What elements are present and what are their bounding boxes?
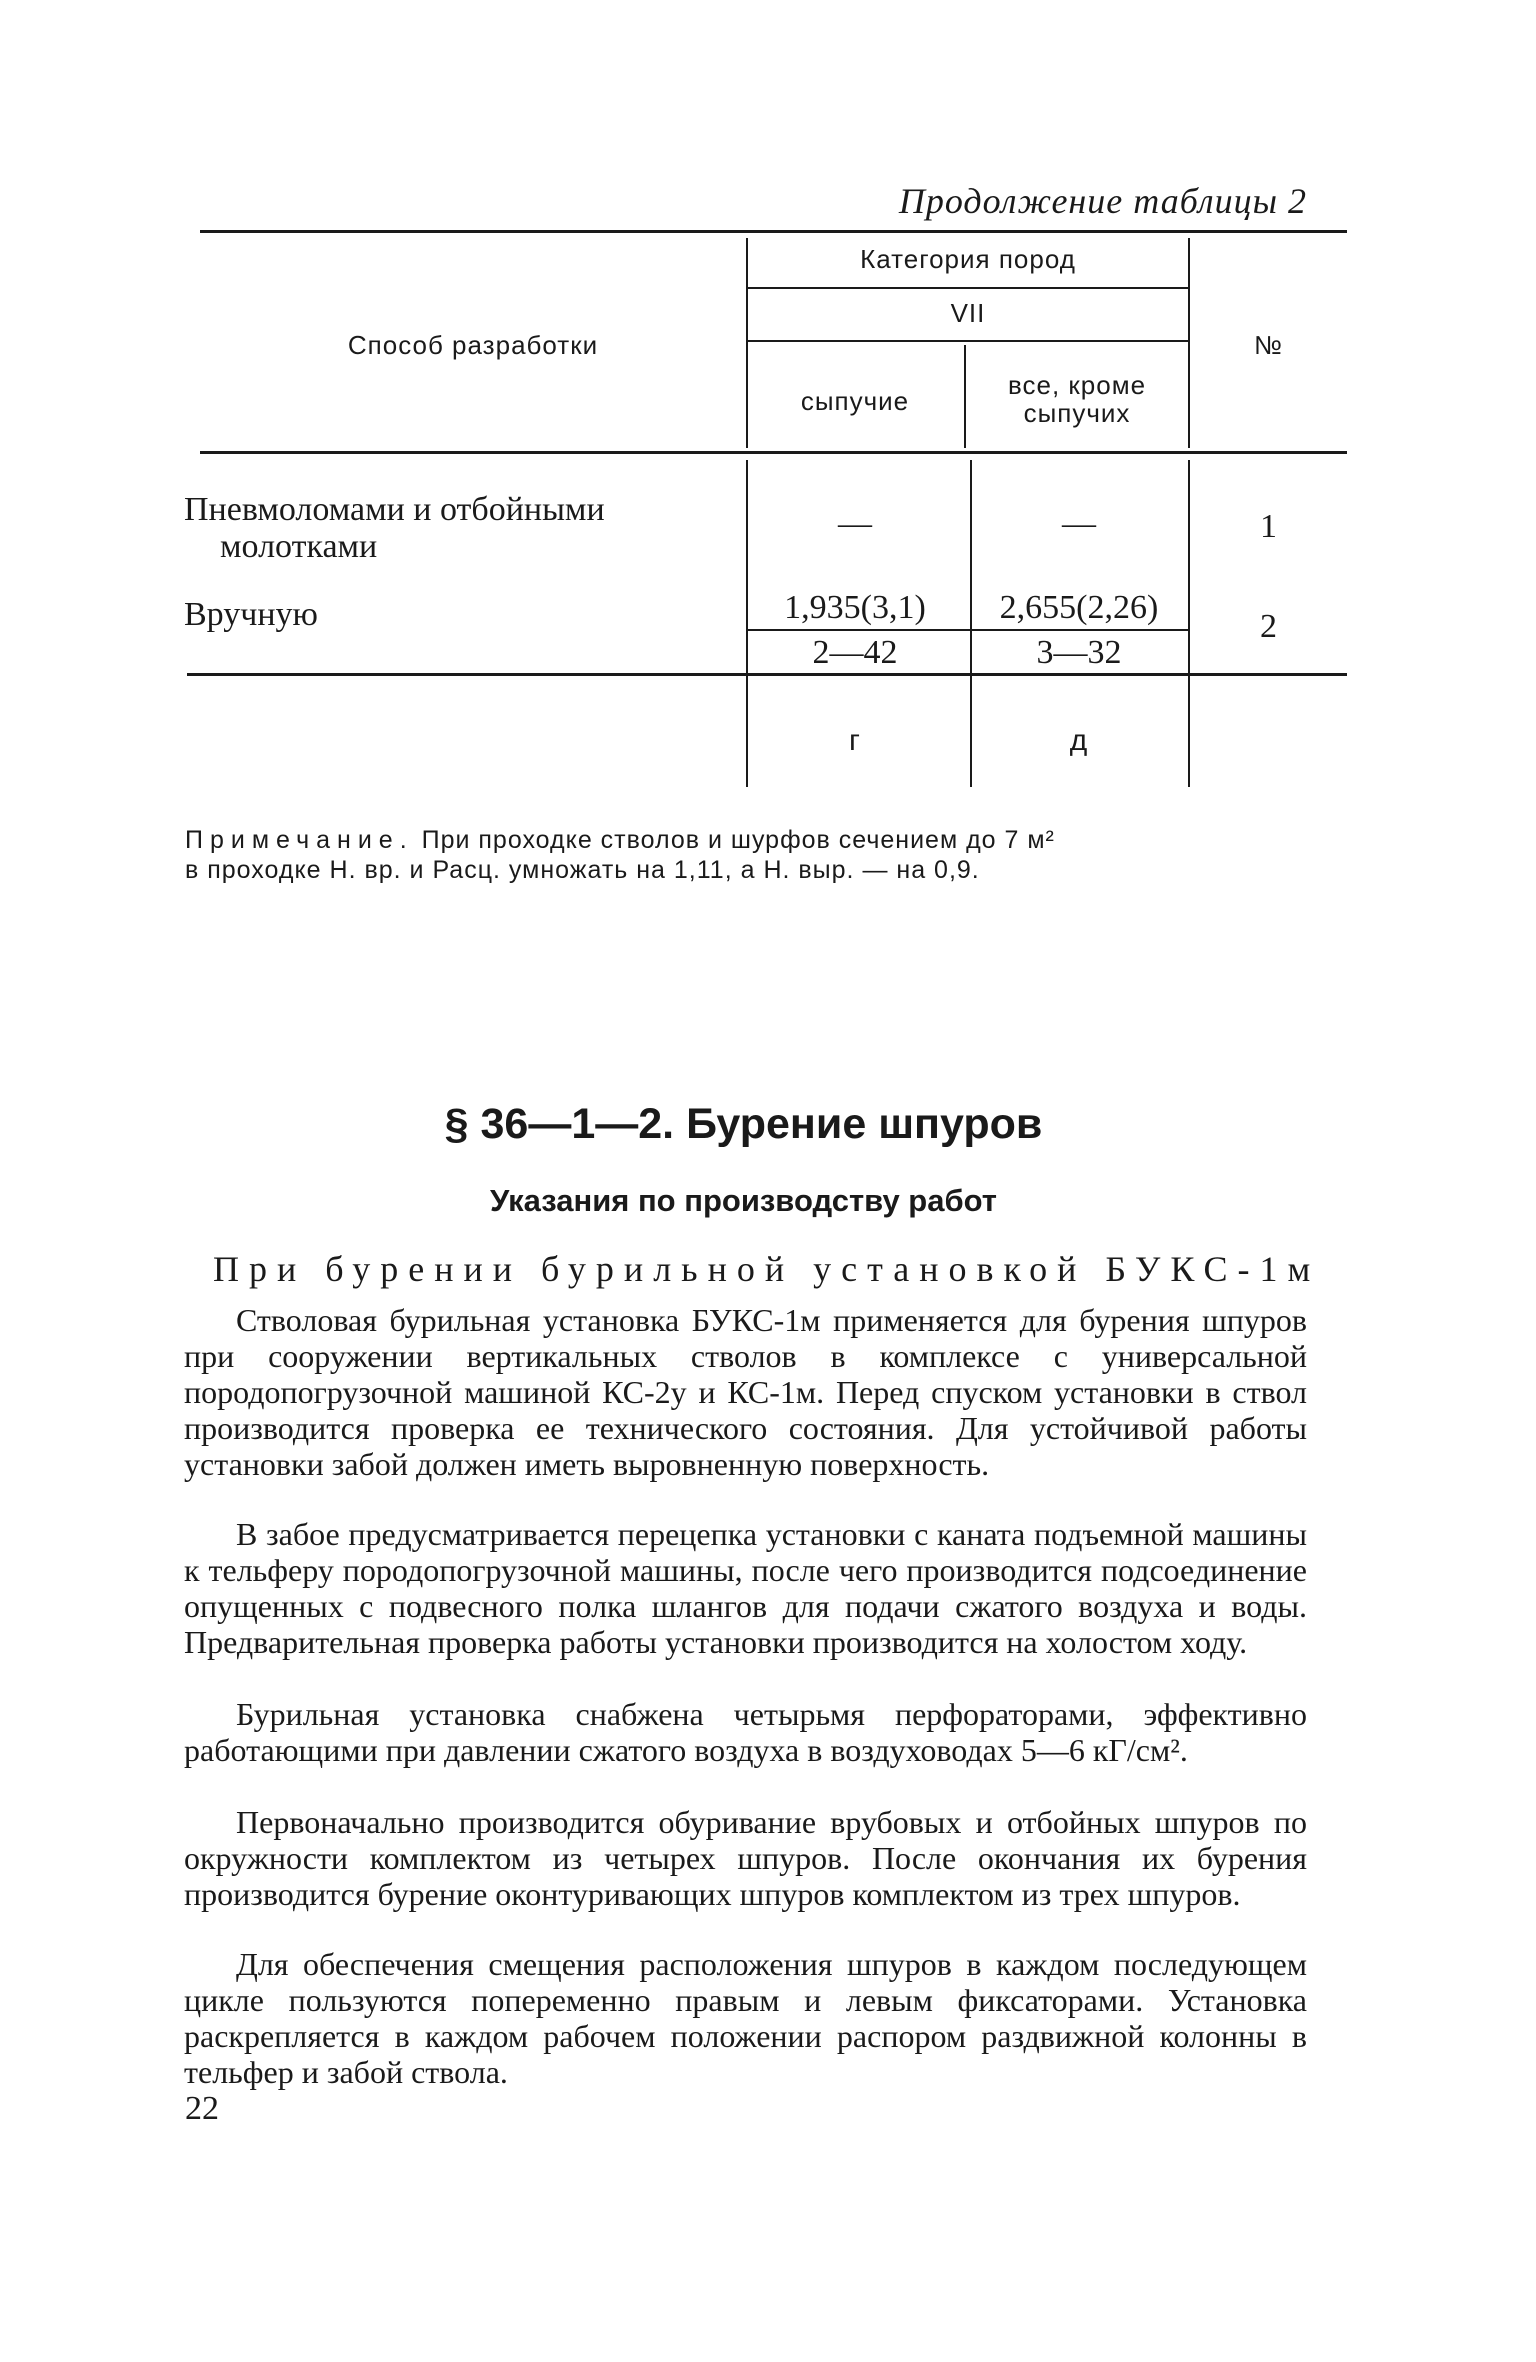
table-top-rule <box>200 230 1347 233</box>
row1-loose: — <box>838 505 872 542</box>
category-value-rule <box>746 340 1190 342</box>
row2-other-bottom: 3—32 <box>1036 634 1122 671</box>
paragraph-2: В забое предусматривается перецепка установки с каната подъемной машины к тельферу породопогрузочной машины, после чего производится подсоединение опущенных с подвесного полка шлангов для подачи сжатого воздуха и воды. Предварительная проверка работы установки производится на холостом ходу. <box>184 1516 1307 1660</box>
category-rule <box>746 287 1190 289</box>
paragraph-4: Первоначально производится обуривание врубовых и отбойных шпуров по окружности комплектом из четырех шпуров. После окончания их бурения производится бурение оконтуривающих шпуров комплектом из трех шпуров. <box>184 1804 1307 1912</box>
table-header-bottom-rule <box>200 451 1347 454</box>
header-category: Категория пород <box>860 244 1076 274</box>
page-number: 22 <box>185 2090 219 2127</box>
header-other-1: все, кроме <box>1007 370 1147 400</box>
row2-method: Вручную <box>184 596 318 633</box>
header-other-2: сыпучих <box>1023 398 1131 428</box>
row2-no: 2 <box>1260 608 1277 645</box>
row2-divider-rule <box>746 629 1190 631</box>
note-label: Примечание. <box>185 826 414 854</box>
row1-other: — <box>1062 505 1096 542</box>
table-continuation-title: Продолжение таблицы 2 <box>898 181 1307 221</box>
table-body-bottom-rule <box>187 673 1347 676</box>
paragraph-5: Для обеспечения смещения расположения шпуров в каждом последующем цикле пользуются попеременно правым и левым фиксаторами. Установка раскрепляется в каждом рабочем положении распором раздвижной колонны в тельфер и забой ствола. <box>184 1946 1307 2090</box>
paragraph-1: Стволовая бурильная установка БУКС-1м применяется для бурения шпуров при сооружении вертикальных стволов в комплексе с универсальной породопогрузочной машиной КС-2у и КС-1м. Перед спуском установки в ствол производится проверка ее технического состояния. Для устойчивой работы установки забой должен иметь выровненную поверхность. <box>184 1302 1307 1482</box>
section-title: § 36—1—2. Бурение шпуров <box>444 1100 1043 1148</box>
header-method: Способ разработки <box>347 330 599 360</box>
note-line1: При проходке стволов и шурфов сечением до 7 м² <box>413 826 1055 854</box>
spaced-heading: При бурении бурильной установкой БУКС-1м <box>213 1249 1321 1289</box>
header-category-value: VII <box>950 298 986 328</box>
footer-loose: г <box>849 724 861 757</box>
row2-loose-bottom: 2—42 <box>812 634 898 671</box>
row2-loose-top: 1,935(3,1) <box>784 589 926 626</box>
note-line2: в проходке Н. вр. и Расц. умножать на 1,11, а Н. выр. — на 0,9. <box>185 856 980 884</box>
row2-other-top: 2,655(2,26) <box>999 589 1159 626</box>
footer-other: д <box>1069 724 1089 757</box>
row1-no: 1 <box>1260 508 1277 545</box>
table-note <box>185 825 1307 885</box>
header-no: № <box>1254 330 1283 360</box>
row1-method-line2: молотками <box>220 528 378 565</box>
paragraph-3: Бурильная установка снабжена четырьмя перфораторами, эффективно работающими при давлении сжатого воздуха в воздуховодах 5—6 кГ/см². <box>184 1696 1307 1768</box>
subsection-title: Указания по производству работ <box>490 1183 997 1218</box>
row1-method-line1: Пневмоломами и отбойными <box>184 491 605 528</box>
header-loose: сыпучие <box>800 386 910 416</box>
